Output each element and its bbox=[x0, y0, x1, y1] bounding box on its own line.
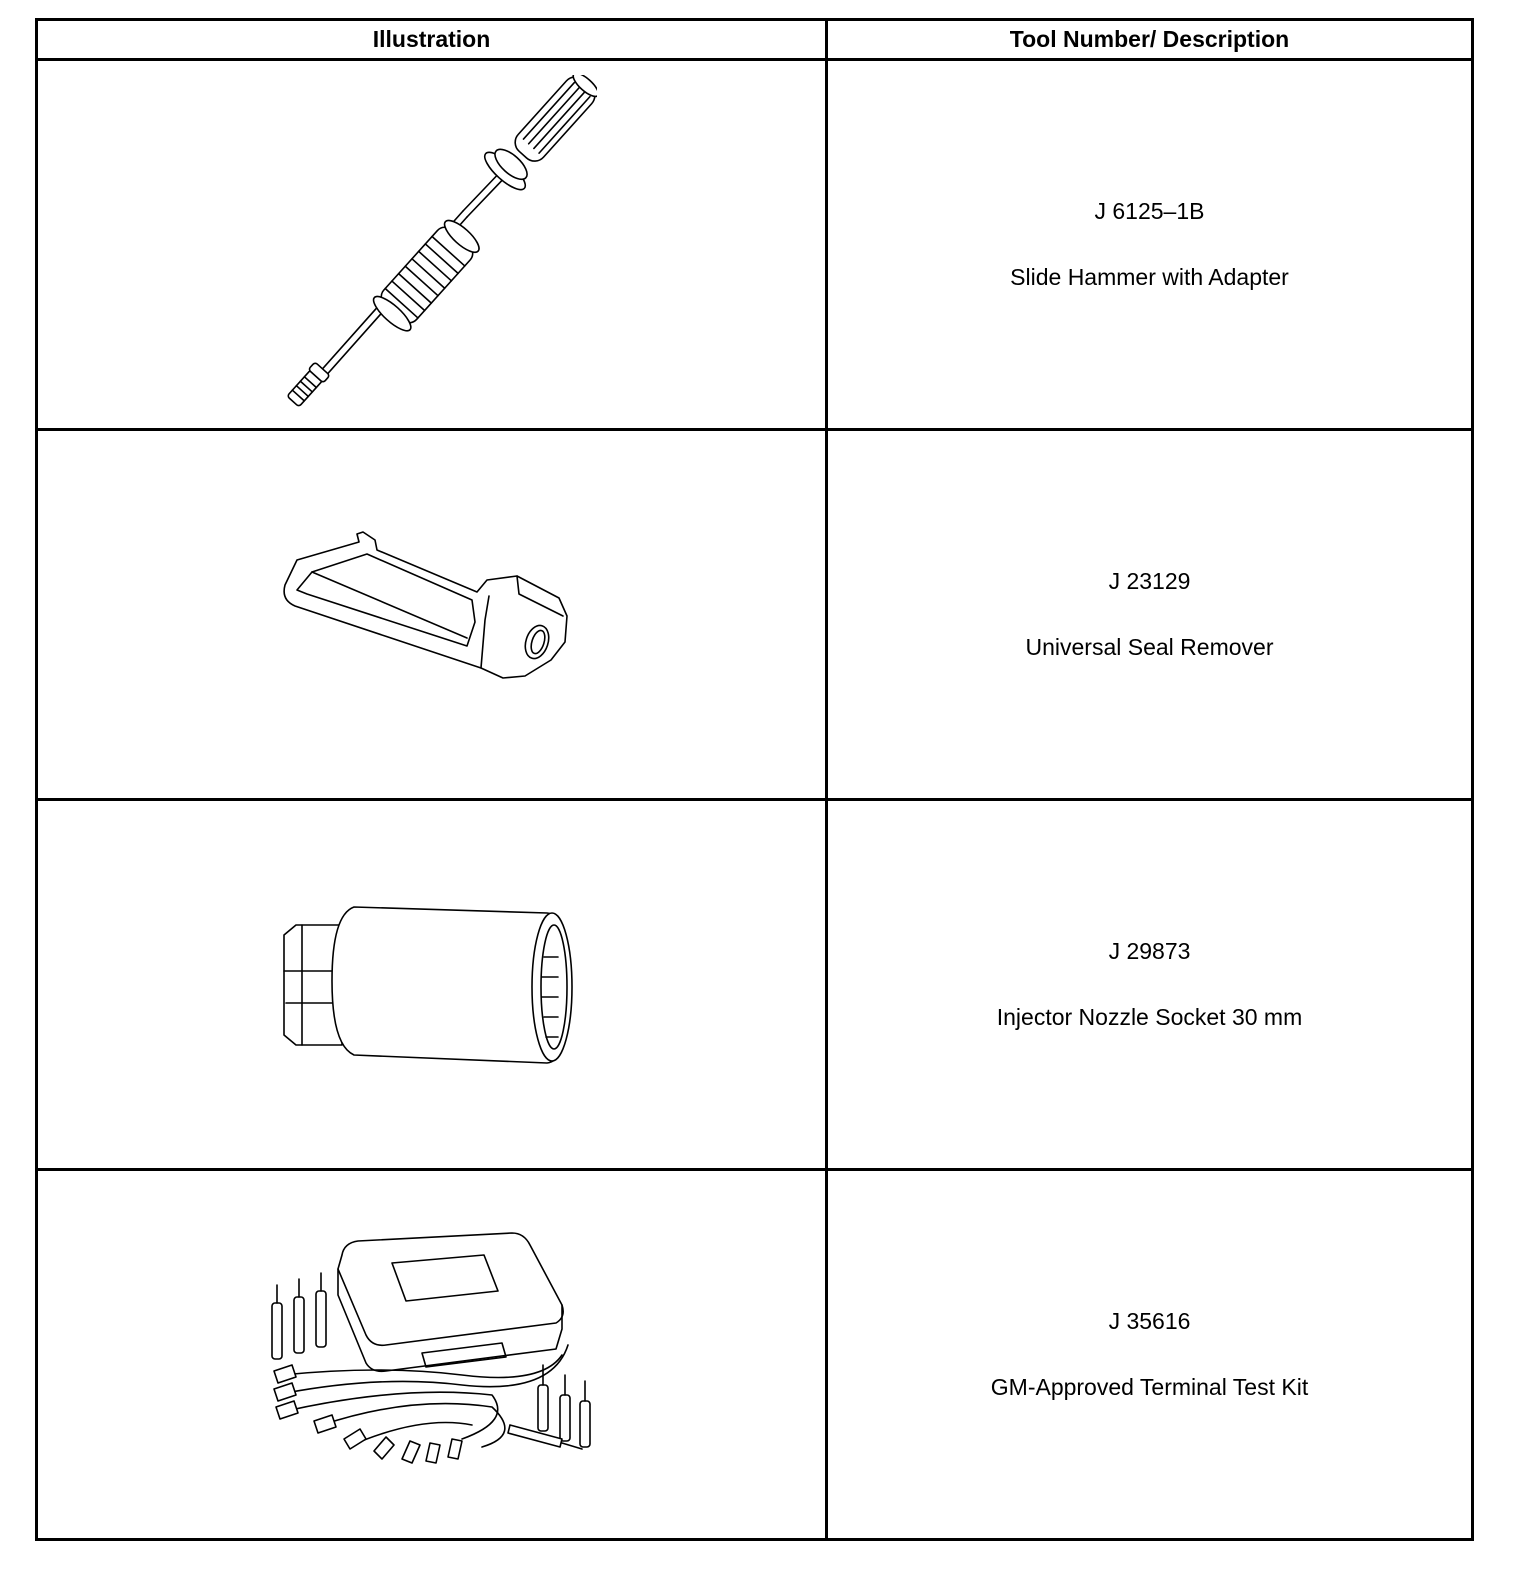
table-row bbox=[37, 800, 1473, 1170]
header-row bbox=[37, 20, 1473, 60]
tool-description: Universal Seal Remover bbox=[1025, 634, 1274, 660]
tool-description: GM-Approved Terminal Test Kit bbox=[990, 1374, 1309, 1400]
table-row bbox=[37, 60, 1473, 430]
tool-description-cell bbox=[827, 430, 1473, 800]
table-row bbox=[37, 430, 1473, 800]
tool-description-cell bbox=[827, 1170, 1473, 1540]
tool-number: J 35616 bbox=[1108, 1308, 1191, 1334]
tool-number: J 29873 bbox=[1108, 938, 1191, 964]
illustration-cell bbox=[37, 800, 827, 1170]
tool-description-cell bbox=[827, 800, 1473, 1170]
header-tool-number-description: Tool Number/ Description bbox=[827, 20, 1473, 60]
slide-hammer-illustration bbox=[267, 75, 597, 415]
seal-remover-illustration bbox=[267, 520, 597, 710]
tool-number: J 6125–1B bbox=[1094, 198, 1205, 224]
illustration-cell bbox=[37, 430, 827, 800]
illustration-cell bbox=[37, 60, 827, 430]
tool-description: Slide Hammer with Adapter bbox=[1010, 264, 1289, 290]
socket-illustration bbox=[272, 895, 592, 1075]
tool-description: Injector Nozzle Socket 30 mm bbox=[996, 1004, 1303, 1030]
terminal-test-kit-illustration bbox=[262, 1225, 602, 1485]
tool-number: J 23129 bbox=[1108, 568, 1191, 594]
illustration-cell bbox=[37, 1170, 827, 1540]
tool-description-cell bbox=[827, 60, 1473, 430]
header-illustration: Illustration bbox=[37, 20, 827, 60]
table-row bbox=[37, 1170, 1473, 1540]
special-tools-table bbox=[35, 18, 1474, 1541]
